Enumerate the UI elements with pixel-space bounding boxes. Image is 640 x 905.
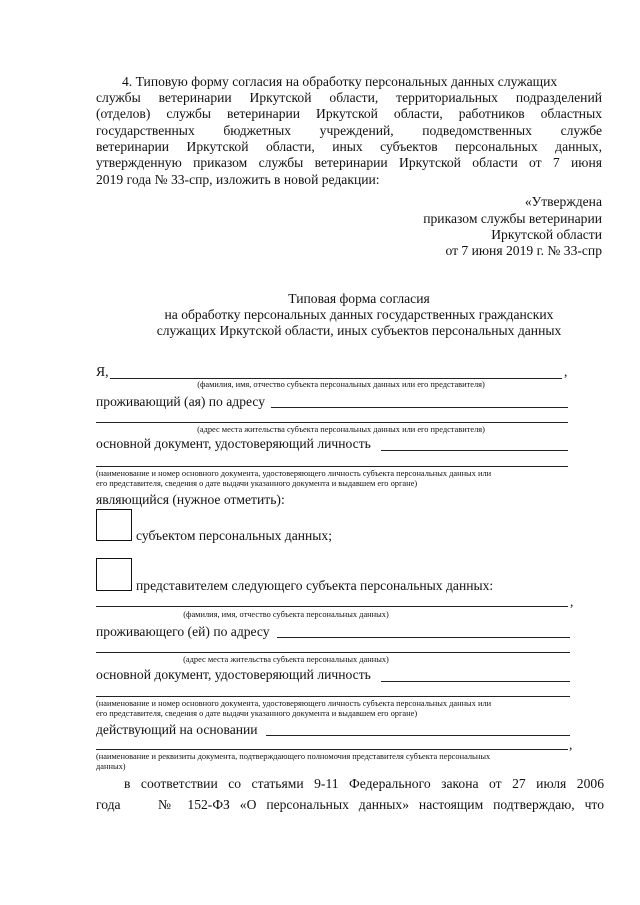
- intro-line: 4. Типовую форму согласия на обработку персональных данных служащих: [122, 74, 558, 89]
- intro-line: 2019 года № 33-спр, изложить в новой редакции:: [96, 172, 380, 187]
- rep-address-line-2[interactable]: [96, 652, 570, 653]
- rep-address-line[interactable]: [277, 637, 570, 638]
- address-hint: (адрес места жительства субъекта персональных данных или его представителя): [197, 425, 485, 434]
- basis-line[interactable]: [266, 735, 570, 736]
- form-title-line: служащих Иркутской области, иных субъектов персональных данных: [156, 323, 562, 338]
- residing-label: проживающий (ая) по адресу: [96, 394, 266, 409]
- closing-line: в соответствии со статьями 9-11 Федерального закона от 27 июля 2006: [124, 776, 604, 791]
- closing-line-law: № 152-ФЗ «О персональных данных» настоящим подтверждаю, что: [158, 797, 604, 812]
- intro-line: (отделов) службы ветеринарии Иркутской области, работников областных: [96, 106, 602, 121]
- rep-doc-hint: его представителя, сведения о дате выдачи указанного документа и выдавшем его органе): [96, 709, 418, 718]
- rep-comma: ,: [570, 594, 574, 609]
- form-title-line: Типовая форма согласия: [288, 291, 430, 306]
- being-label: являющийся (нужное отметить):: [96, 492, 285, 507]
- rep-doc-line[interactable]: [381, 681, 570, 682]
- rep-doc-label: основной документ, удостоверяющий личность: [96, 667, 371, 682]
- intro-line: утвержденную приказом службы ветеринарии Иркутской области от 7 июня: [96, 155, 602, 170]
- i-hint: (фамилия, имя, отчество субъекта персональных данных или его представителя): [197, 380, 485, 389]
- approval-line: приказом службы ветеринарии: [423, 211, 602, 226]
- doc-line[interactable]: [381, 450, 568, 451]
- address-line[interactable]: [271, 407, 568, 408]
- approval-line: «Утверждена: [524, 194, 602, 209]
- closing-line-year: года: [96, 797, 121, 812]
- rep-doc-hint: (наименование и номер основного документа, удостоверяющего личность субъекта персональных данных или: [96, 699, 492, 708]
- rep-address-hint: (адрес места жительства субъекта персональных данных): [183, 655, 389, 664]
- approval-line: от 7 июня 2019 г. № 33-спр: [445, 243, 602, 258]
- basis-comma: ,: [569, 737, 573, 752]
- rep-name-hint: (фамилия, имя, отчество субъекта персональных данных): [183, 610, 389, 619]
- basis-line-2[interactable]: [96, 749, 568, 750]
- basis-hint: данных): [96, 762, 126, 771]
- i-label: Я,: [96, 364, 109, 379]
- option-representative-label: представителем следующего субъекта персональных данных:: [136, 578, 494, 593]
- doc-hint: (наименование и номер основного документа, удостоверяющего личность субъекта персональных данных или: [96, 469, 492, 478]
- doc-line-2[interactable]: [96, 466, 568, 467]
- subject-checkbox[interactable]: [96, 509, 132, 541]
- full-name-line[interactable]: [110, 378, 562, 379]
- option-subject-label: субъектом персональных данных;: [136, 528, 332, 543]
- intro-line: службы ветеринарии Иркутской области, территориальных подразделений: [96, 90, 602, 105]
- representative-checkbox[interactable]: [96, 558, 132, 591]
- address-line-2[interactable]: [96, 422, 568, 423]
- basis-hint: (наименование и реквизиты документа, подтверждающего полномочия представителя субъекта персональных: [96, 752, 491, 761]
- doc-hint: его представителя, сведения о дате выдачи указанного документа и выдавшем его органе): [96, 479, 418, 488]
- i-comma: ,: [564, 364, 568, 379]
- intro-line: государственных бюджетных учреждений, подведомственных службе: [96, 123, 602, 138]
- doc-label: основной документ, удостоверяющий личность: [96, 436, 371, 451]
- form-title-line: на обработку персональных данных государственных гражданских: [164, 307, 554, 322]
- rep-residing-label: проживающего (ей) по адресу: [96, 624, 270, 639]
- intro-line: ветеринарии Иркутской области, иных субъектов персональных данных,: [96, 139, 602, 154]
- rep-doc-line-2[interactable]: [96, 696, 570, 697]
- rep-name-line[interactable]: [96, 606, 568, 607]
- basis-label: действующий на основании: [96, 722, 258, 737]
- approval-line: Иркутской области: [491, 227, 602, 242]
